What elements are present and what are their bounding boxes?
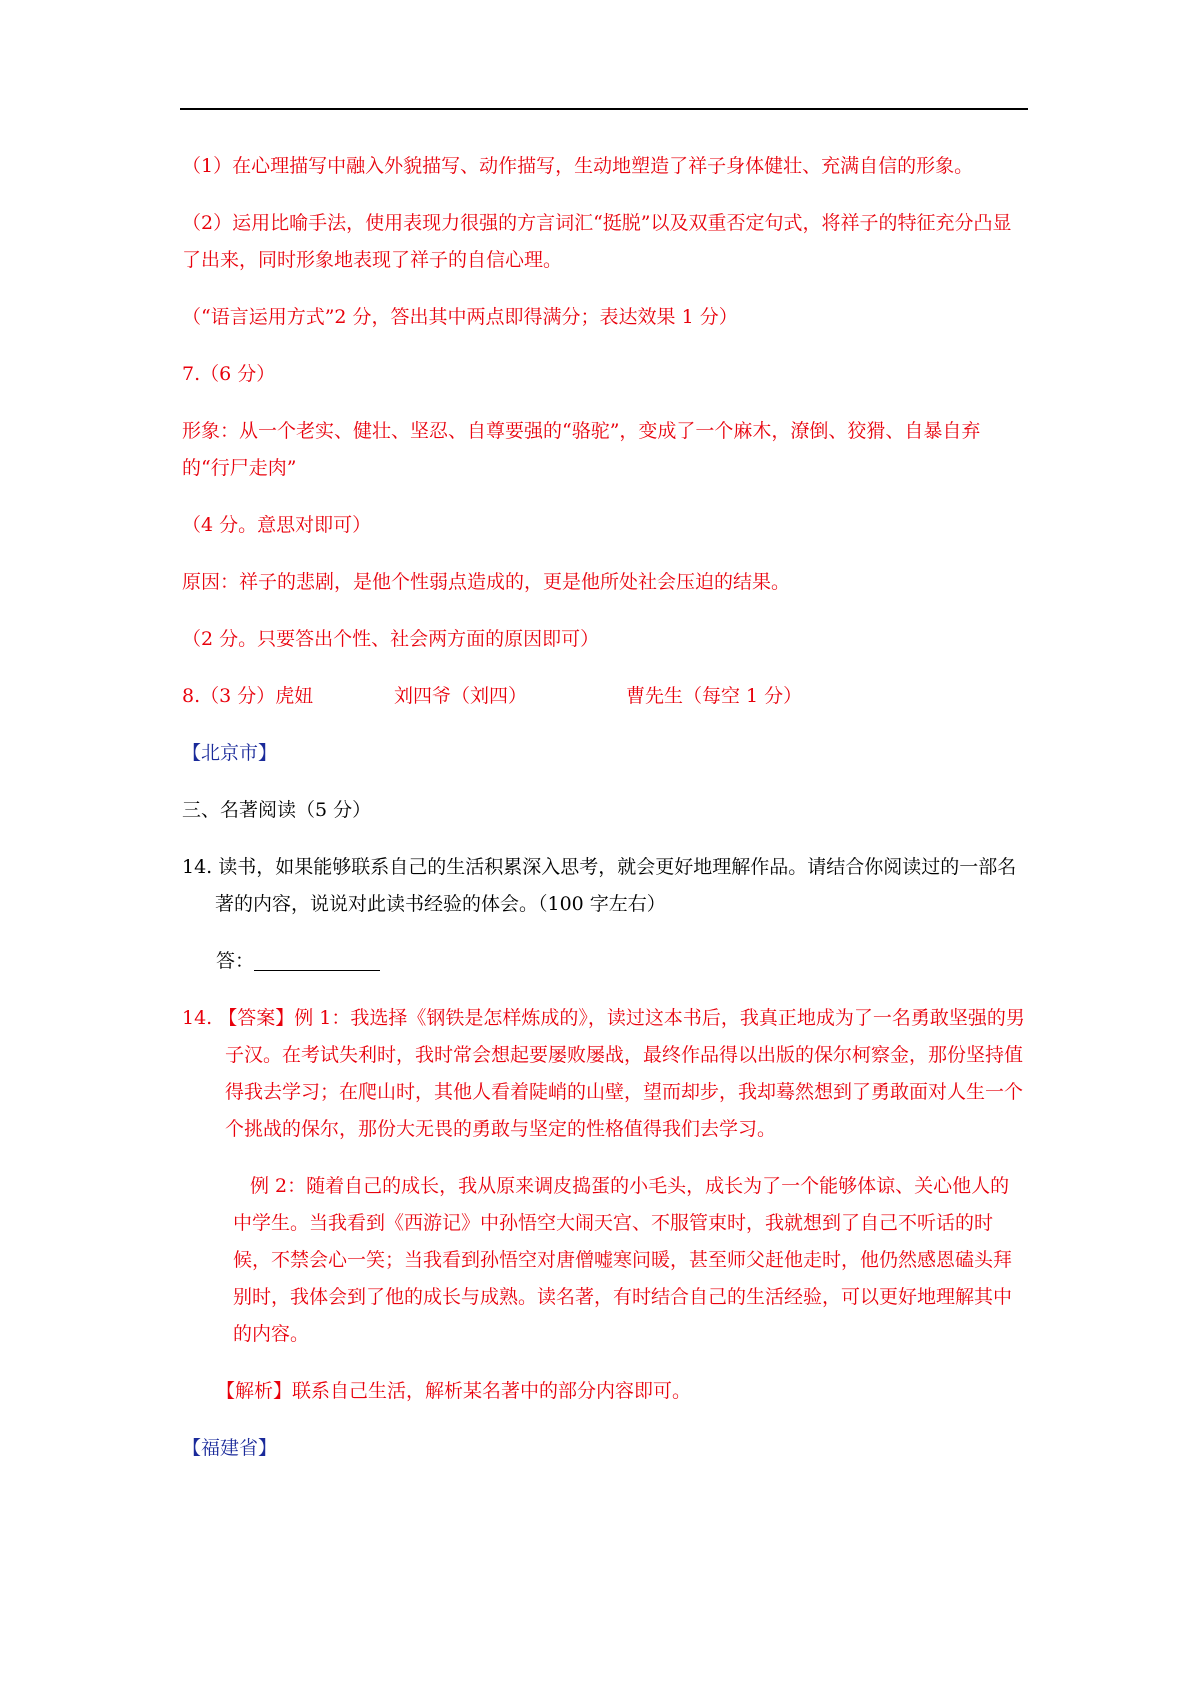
q7-reason-answer: 原因：祥子的悲剧，是他个性弱点造成的，更是他所处社会压迫的结果。 — [182, 571, 791, 593]
header-rule — [180, 108, 1028, 110]
q7-header: 7.（6 分） — [182, 363, 276, 385]
q8-answer-row — [182, 678, 1028, 715]
answer-label: 答： — [216, 950, 255, 972]
q8-answer-2: 刘四爷（刘四） — [394, 685, 528, 707]
scoring-note: （“语言运用方式”2 分，答出其中两点即得满分；表达效果 1 分） — [182, 306, 738, 328]
answer-blank — [254, 948, 380, 971]
q7-reason-note: （2 分。只要答出个性、社会两方面的原因即可） — [182, 628, 600, 650]
document-body — [182, 148, 1028, 1467]
q7-image-note: （4 分。意思对即可） — [182, 514, 372, 536]
answer-point-2: （2）运用比喻手法，使用表现力很强的方言词汇“挺脱”以及双重否定句式，将祥子的特征充分凸显了出来，同时形象地表现了祥子的自信心理。 — [182, 212, 1012, 271]
region-tag-fujian: 【福建省】 — [182, 1437, 278, 1459]
section-title: 三、名著阅读（5 分） — [182, 799, 372, 821]
q14-answer-example-1: 14. 【答案】例 1：我选择《钢铁是怎样炼成的》，读过这本书后，我真正地成为了一名勇敢坚强的男子汉。在考试失利时，我时常会想起要屡败屡战，最终作品得以出版的保尔柯察金，那份坚持值得我去学习；在爬山时，其他人看着陡峭的山壁，望而却步，我却蓦然想到了勇敢面对人生一个个挑战的保尔，那份大无畏的勇敢与坚定的性格值得我们去学习。 — [182, 1007, 1025, 1140]
q14-question: 14. 读书，如果能够联系自己的生活积累深入思考，就会更好地理解作品。请结合你阅读过的一部名著的内容，说说对此读书经验的体会。（100 字左右） — [182, 856, 1017, 915]
region-tag-beijing: 【北京市】 — [182, 742, 278, 764]
answer-point-1: （1）在心理描写中融入外貌描写、动作描写，生动地塑造了祥子身体健壮、充满自信的形象。 — [182, 155, 974, 177]
q14-answer-line — [182, 943, 1028, 980]
q14-analysis: 【解析】联系自己生活，解析某名著中的部分内容即可。 — [216, 1380, 692, 1402]
q8-answer-3: 曹先生（每空 1 分） — [626, 685, 803, 707]
q7-image-answer: 形象：从一个老实、健壮、坚忍、自尊要强的“骆驼”，变成了一个麻木，潦倒、狡猾、自暴自弃的“行尸走肉” — [182, 420, 981, 479]
q14-answer-example-2: 例 2：随着自己的成长，我从原来调皮捣蛋的小毛头，成长为了一个能够体谅、关心他人的中学生。当我看到《西游记》中孙悟空大闹天宫、不服管束时，我就想到了自己不听话的时候，不禁会心一笑；当我看到孙悟空对唐僧嘘寒问暖，甚至师父赶他走时，他仍然感恩磕头拜别时，我体会到了他的成长与成熟。读名著，有时结合自己的生活经验，可以更好地理解其中的内容。 — [233, 1175, 1013, 1345]
q8-answer-1: 8.（3 分）虎妞 — [182, 685, 314, 707]
